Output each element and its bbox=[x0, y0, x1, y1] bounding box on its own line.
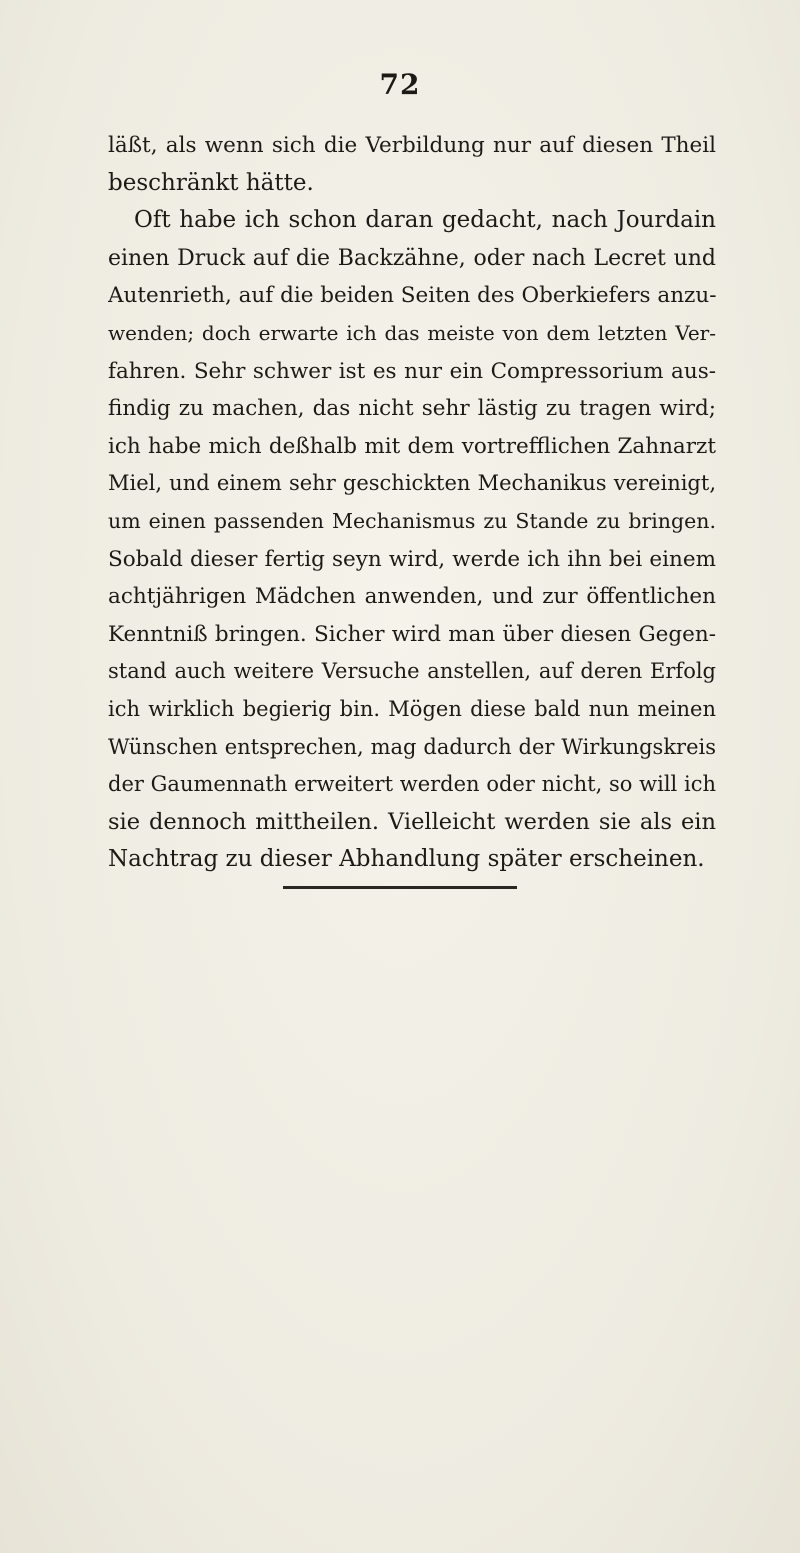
text-line: läßt, als wenn sich die Verbildung nur auf diesen Theil bbox=[108, 133, 716, 158]
text-line: fahren. Sehr schwer ist es nur ein Compressorium aus- bbox=[108, 358, 716, 384]
text-line: um einen passenden Mechanismus zu Stande zu bringen. bbox=[108, 508, 716, 533]
text-line: beschränkt hätte. bbox=[108, 169, 314, 196]
text-line: Autenrieth, auf die beiden Seiten des Oberkiefers anzu- bbox=[108, 283, 716, 309]
text-line: ich wirklich begierig bin. Mögen diese bald nun meinen bbox=[108, 696, 716, 721]
page-number: 72 bbox=[379, 68, 421, 101]
text-line: Kenntniß bringen. Sicher wird man über diesen Gegen- bbox=[108, 621, 716, 647]
text-line: achtjährigen Mädchen anwenden, und zur öffentlichen bbox=[108, 584, 716, 610]
text-line: findig zu machen, das nicht sehr lästig zu tragen wird; bbox=[108, 396, 716, 422]
section-divider bbox=[283, 886, 517, 889]
text-line: sie dennoch mittheilen. Vielleicht werden sie als ein bbox=[108, 808, 716, 835]
text-line: ich habe mich deßhalb mit dem vortrefflichen Zahnarzt bbox=[108, 433, 716, 459]
text-line: stand auch weitere Versuche anstellen, auf deren Erfolg bbox=[108, 659, 716, 684]
text-line: Miel, und einem sehr geschickten Mechanikus vereinigt, bbox=[108, 471, 716, 496]
text-line: Wünschen entsprechen, mag dadurch der Wirkungskreis bbox=[108, 734, 716, 759]
text-line: Nachtrag zu dieser Abhandlung später erscheinen. bbox=[108, 846, 705, 873]
text-line: der Gaumennath erweitert werden oder nicht, so will ich bbox=[108, 772, 716, 797]
text-line: wenden; doch erwarte ich das meiste von dem letzten Ver- bbox=[108, 320, 716, 345]
text-line: Sobald dieser fertig seyn wird, werde ich ihn bei einem bbox=[108, 546, 716, 572]
body-text bbox=[108, 127, 716, 879]
text-line: Oft habe ich schon daran gedacht, nach Jourdain bbox=[134, 207, 716, 234]
text-line: einen Druck auf die Backzähne, oder nach Lecret und bbox=[108, 245, 716, 271]
